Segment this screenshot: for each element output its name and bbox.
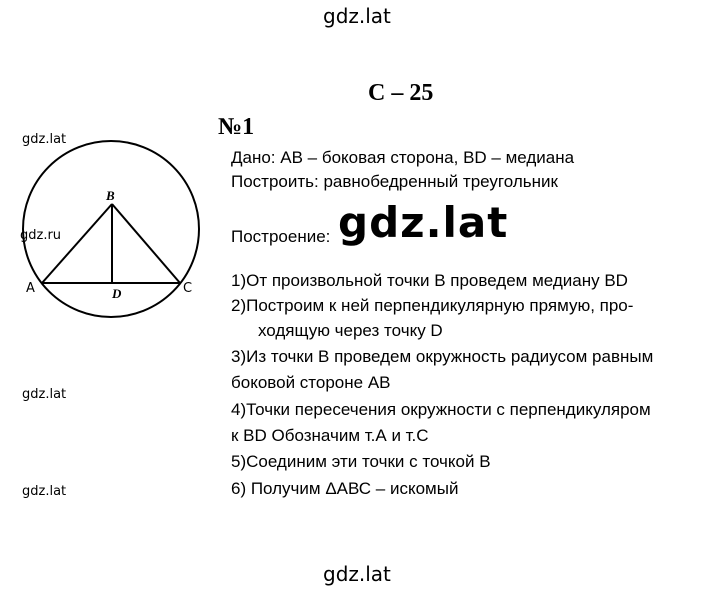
label-a: A <box>26 281 35 296</box>
construct-text: Построить: равнобедренный треугольник <box>231 172 558 191</box>
step-line: 6) Получим ΔАВС – искомый <box>231 479 459 498</box>
step-line: 5)Соединим эти точки с точкой В <box>231 452 491 471</box>
watermark-big: gdz.lat <box>338 198 509 247</box>
step-line: 4)Точки пересечения окружности с перпендикуляром <box>231 400 651 419</box>
watermark-left-2: gdz.lat <box>22 387 67 402</box>
watermark-left-ru: gdz.ru <box>20 228 62 243</box>
step-line: ходящую через точку D <box>258 321 443 340</box>
construction-label: Построение: <box>231 227 331 246</box>
problem-number: №1 <box>218 114 255 140</box>
given-text: Дано: АВ – боковая сторона, BD – медиана <box>231 148 575 167</box>
watermark-left-1: gdz.lat <box>22 132 67 147</box>
watermark-bottom: gdz.lat <box>323 562 391 586</box>
side-bc-line <box>112 204 180 283</box>
side-ab-line <box>42 204 112 283</box>
step-line: 3)Из точки В проведем окружность радиусом равным <box>231 347 654 366</box>
section-title: С – 25 <box>368 80 434 106</box>
triangle-figure <box>0 0 230 330</box>
label-b: B <box>106 188 115 203</box>
step-line: к BD Обозначим т.А и т.С <box>231 426 429 445</box>
watermark-top: gdz.lat <box>323 4 391 28</box>
step-line: боковой стороне АВ <box>231 373 391 392</box>
step-line: 2)Построим к ней перпендикулярную прямую, про- <box>231 296 634 315</box>
label-d: D <box>112 286 122 301</box>
step-line: 1)От произвольной точки В проведем медиану BD <box>231 271 628 290</box>
watermark-left-3: gdz.lat <box>22 484 67 499</box>
label-c: C <box>183 281 193 296</box>
